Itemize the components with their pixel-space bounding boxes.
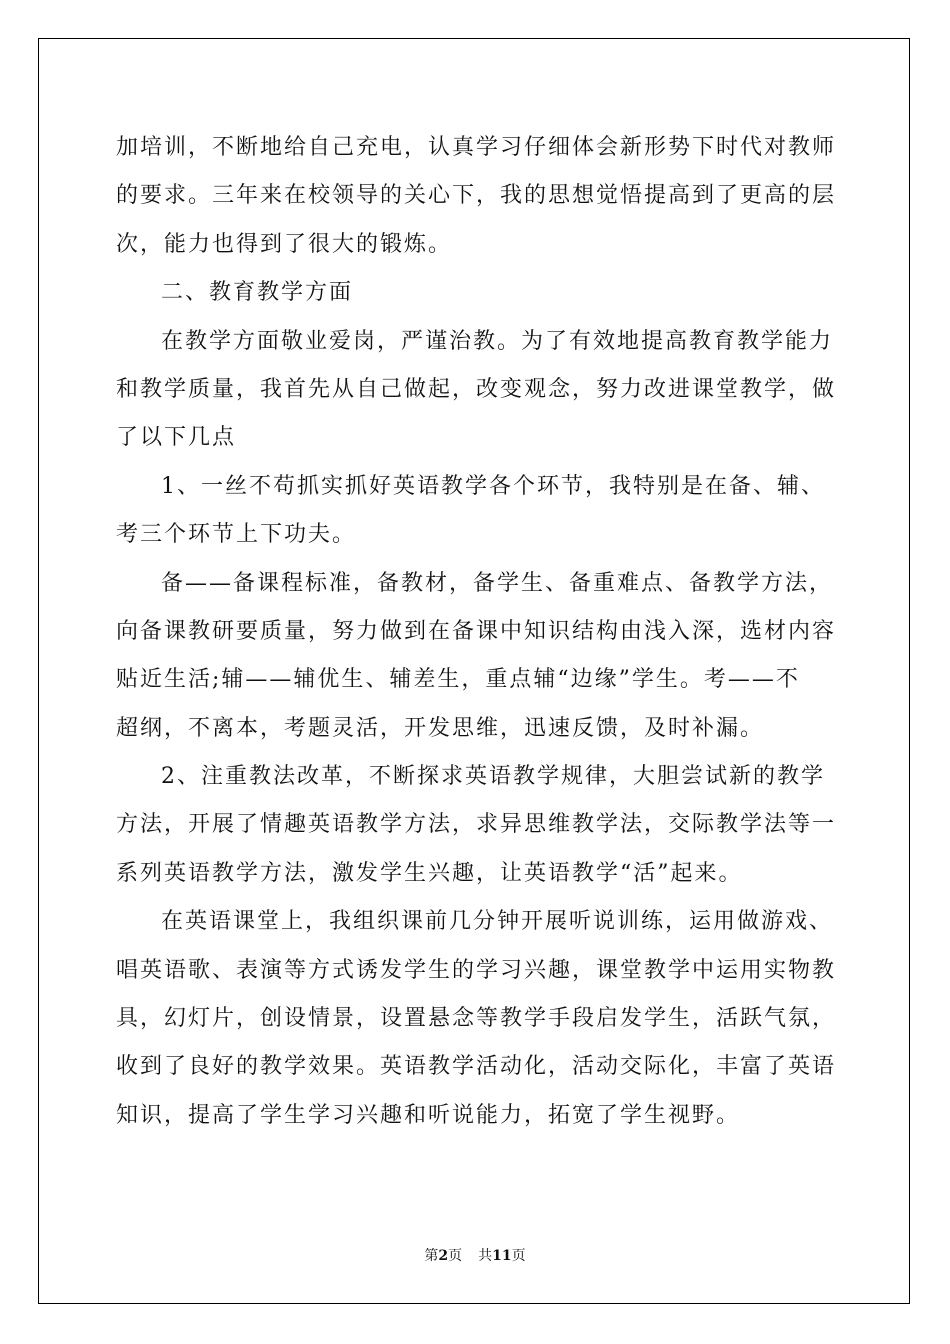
text-line: 备——备课程标准，备教材，备学生、备重难点、备教学方法， <box>161 570 834 596</box>
page-footer <box>0 1245 950 1265</box>
text-line: 2、注重教法改革，不断探求英语教学规律，大胆尝试新的教学 <box>161 764 825 790</box>
total-prefix: 共 <box>478 1248 493 1264</box>
text-line: 唱英语歌、表演等方式诱发学生的学习兴趣，课堂教学中运用实物教 <box>116 957 837 983</box>
text-line: 二、教育教学方面 <box>161 280 354 306</box>
text-line: 和教学质量，我首先从自己做起，改变观念，努力改进课堂教学，做 <box>116 376 837 402</box>
page-number: 2 <box>438 1248 449 1264</box>
text-line: 加培训，不断地给自己充电，认真学习仔细体会新形势下时代对教师 <box>116 135 837 160</box>
text-line: 向备课教研要质量，努力做到在备课中知识结构由浅入深，选材内容 <box>116 618 837 644</box>
total-suffix: 页 <box>511 1248 526 1264</box>
total-pages: 11 <box>492 1248 512 1264</box>
text-line: 了以下几点 <box>116 425 237 451</box>
text-line: 系列英语教学方法，激发学生兴趣，让英语教学“活”起来。 <box>116 860 743 886</box>
text-line: 方法，开展了情趣英语教学方法，求异思维教学法，交际教学法等一 <box>116 812 837 838</box>
text-line: 超纲，不离本，考题灵活，开发思维，迅速反馈，及时补漏。 <box>116 715 765 741</box>
text-line: 的要求。三年来在校领导的关心下，我的思想觉悟提高到了更高的层 <box>116 183 837 209</box>
text-line: 知识，提高了学生学习兴趣和听说能力，拓宽了学生视野。 <box>116 1102 741 1128</box>
document-body <box>116 124 837 1140</box>
text-line: 考三个环节上下功夫。 <box>116 522 357 548</box>
text-line: 次，能力也得到了很大的锻炼。 <box>116 231 453 257</box>
text-line: 1、一丝不苟抓实抓好英语教学各个环节，我特别是在备、辅、 <box>161 473 825 499</box>
text-line: 贴近生活;辅——辅优生、辅差生，重点辅“边缘”学生。考——不 <box>116 667 800 693</box>
page-prefix: 第 <box>424 1248 439 1264</box>
text-line: 在英语课堂上，我组织课前几分钟开展听说训练，运用做游戏、 <box>161 909 834 935</box>
text-line: 收到了良好的教学效果。英语教学活动化，活动交际化，丰富了英语 <box>116 1054 837 1080</box>
page-suffix: 页 <box>448 1248 463 1264</box>
text-line: 具，幻灯片，创设情景，设置悬念等教学手段启发学生，活跃气氛， <box>116 1006 837 1032</box>
text-line: 在教学方面敬业爱岗，严谨治教。为了有效地提高教育教学能力 <box>161 328 834 354</box>
